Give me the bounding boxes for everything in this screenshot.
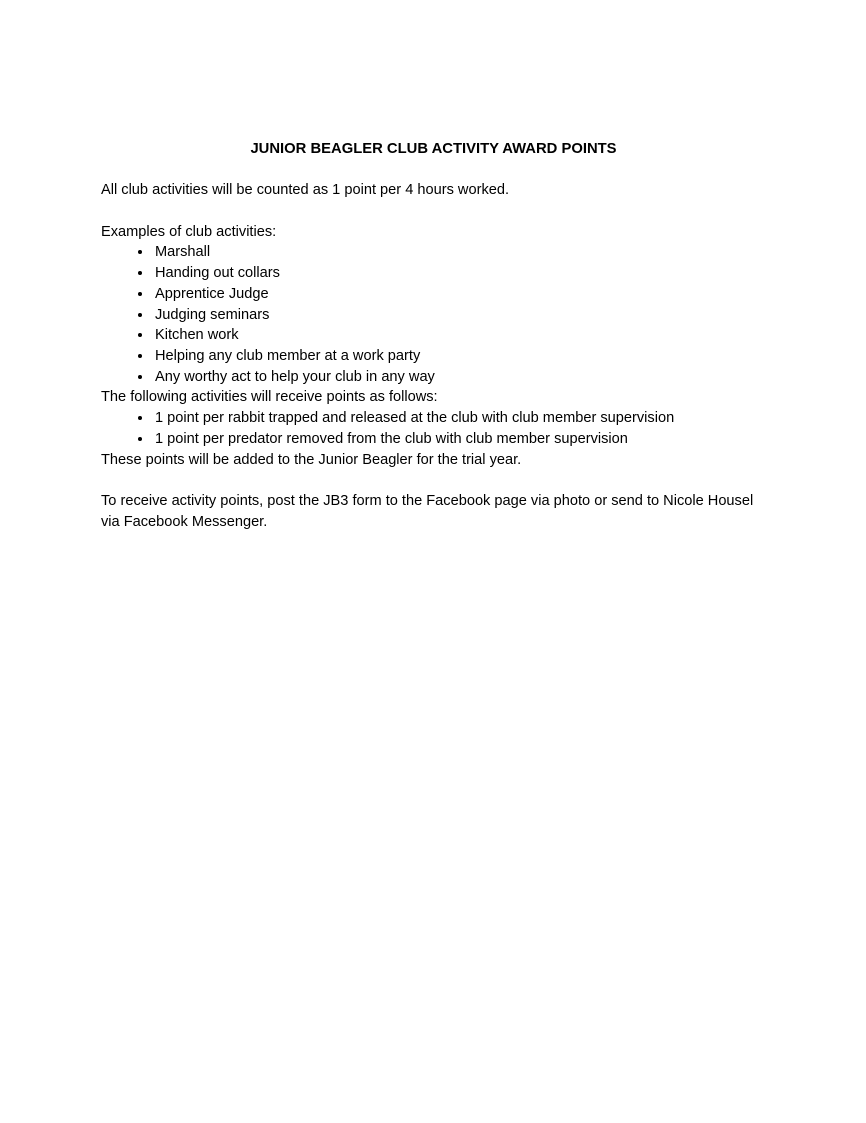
list-item: • Handing out collars	[153, 263, 766, 284]
examples-list	[101, 242, 766, 387]
list-item: • Marshall	[153, 242, 766, 263]
paragraph-submission: To receive activity points, post the JB3 form to the Facebook page via photo or send to Nicole Housel via Facebook Messenger.	[101, 492, 754, 530]
points-heading: The following activities will receive points as follows:	[101, 389, 438, 406]
paragraph-trial-year: These points will be added to the Junior Beagler for the trial year.	[101, 451, 522, 468]
list-item: • Judging seminars	[153, 305, 766, 326]
list-item: • 1 point per predator removed from the club with club member supervision	[153, 429, 766, 450]
document-title: JUNIOR BEAGLER CLUB ACTIVITY AWARD POINTS	[250, 141, 617, 157]
list-item: • Apprentice Judge	[153, 284, 766, 305]
examples-heading: Examples of club activities:	[101, 223, 277, 240]
list-item: • 1 point per rabbit trapped and released at the club with club member supervision	[153, 408, 766, 429]
points-list	[101, 408, 766, 449]
list-item: • Helping any club member at a work party	[153, 346, 766, 367]
list-item: • Any worthy act to help your club in any way	[153, 367, 766, 388]
paragraph-intro: All club activities will be counted as 1 point per 4 hours worked.	[101, 182, 510, 199]
list-item: • Kitchen work	[153, 325, 766, 346]
